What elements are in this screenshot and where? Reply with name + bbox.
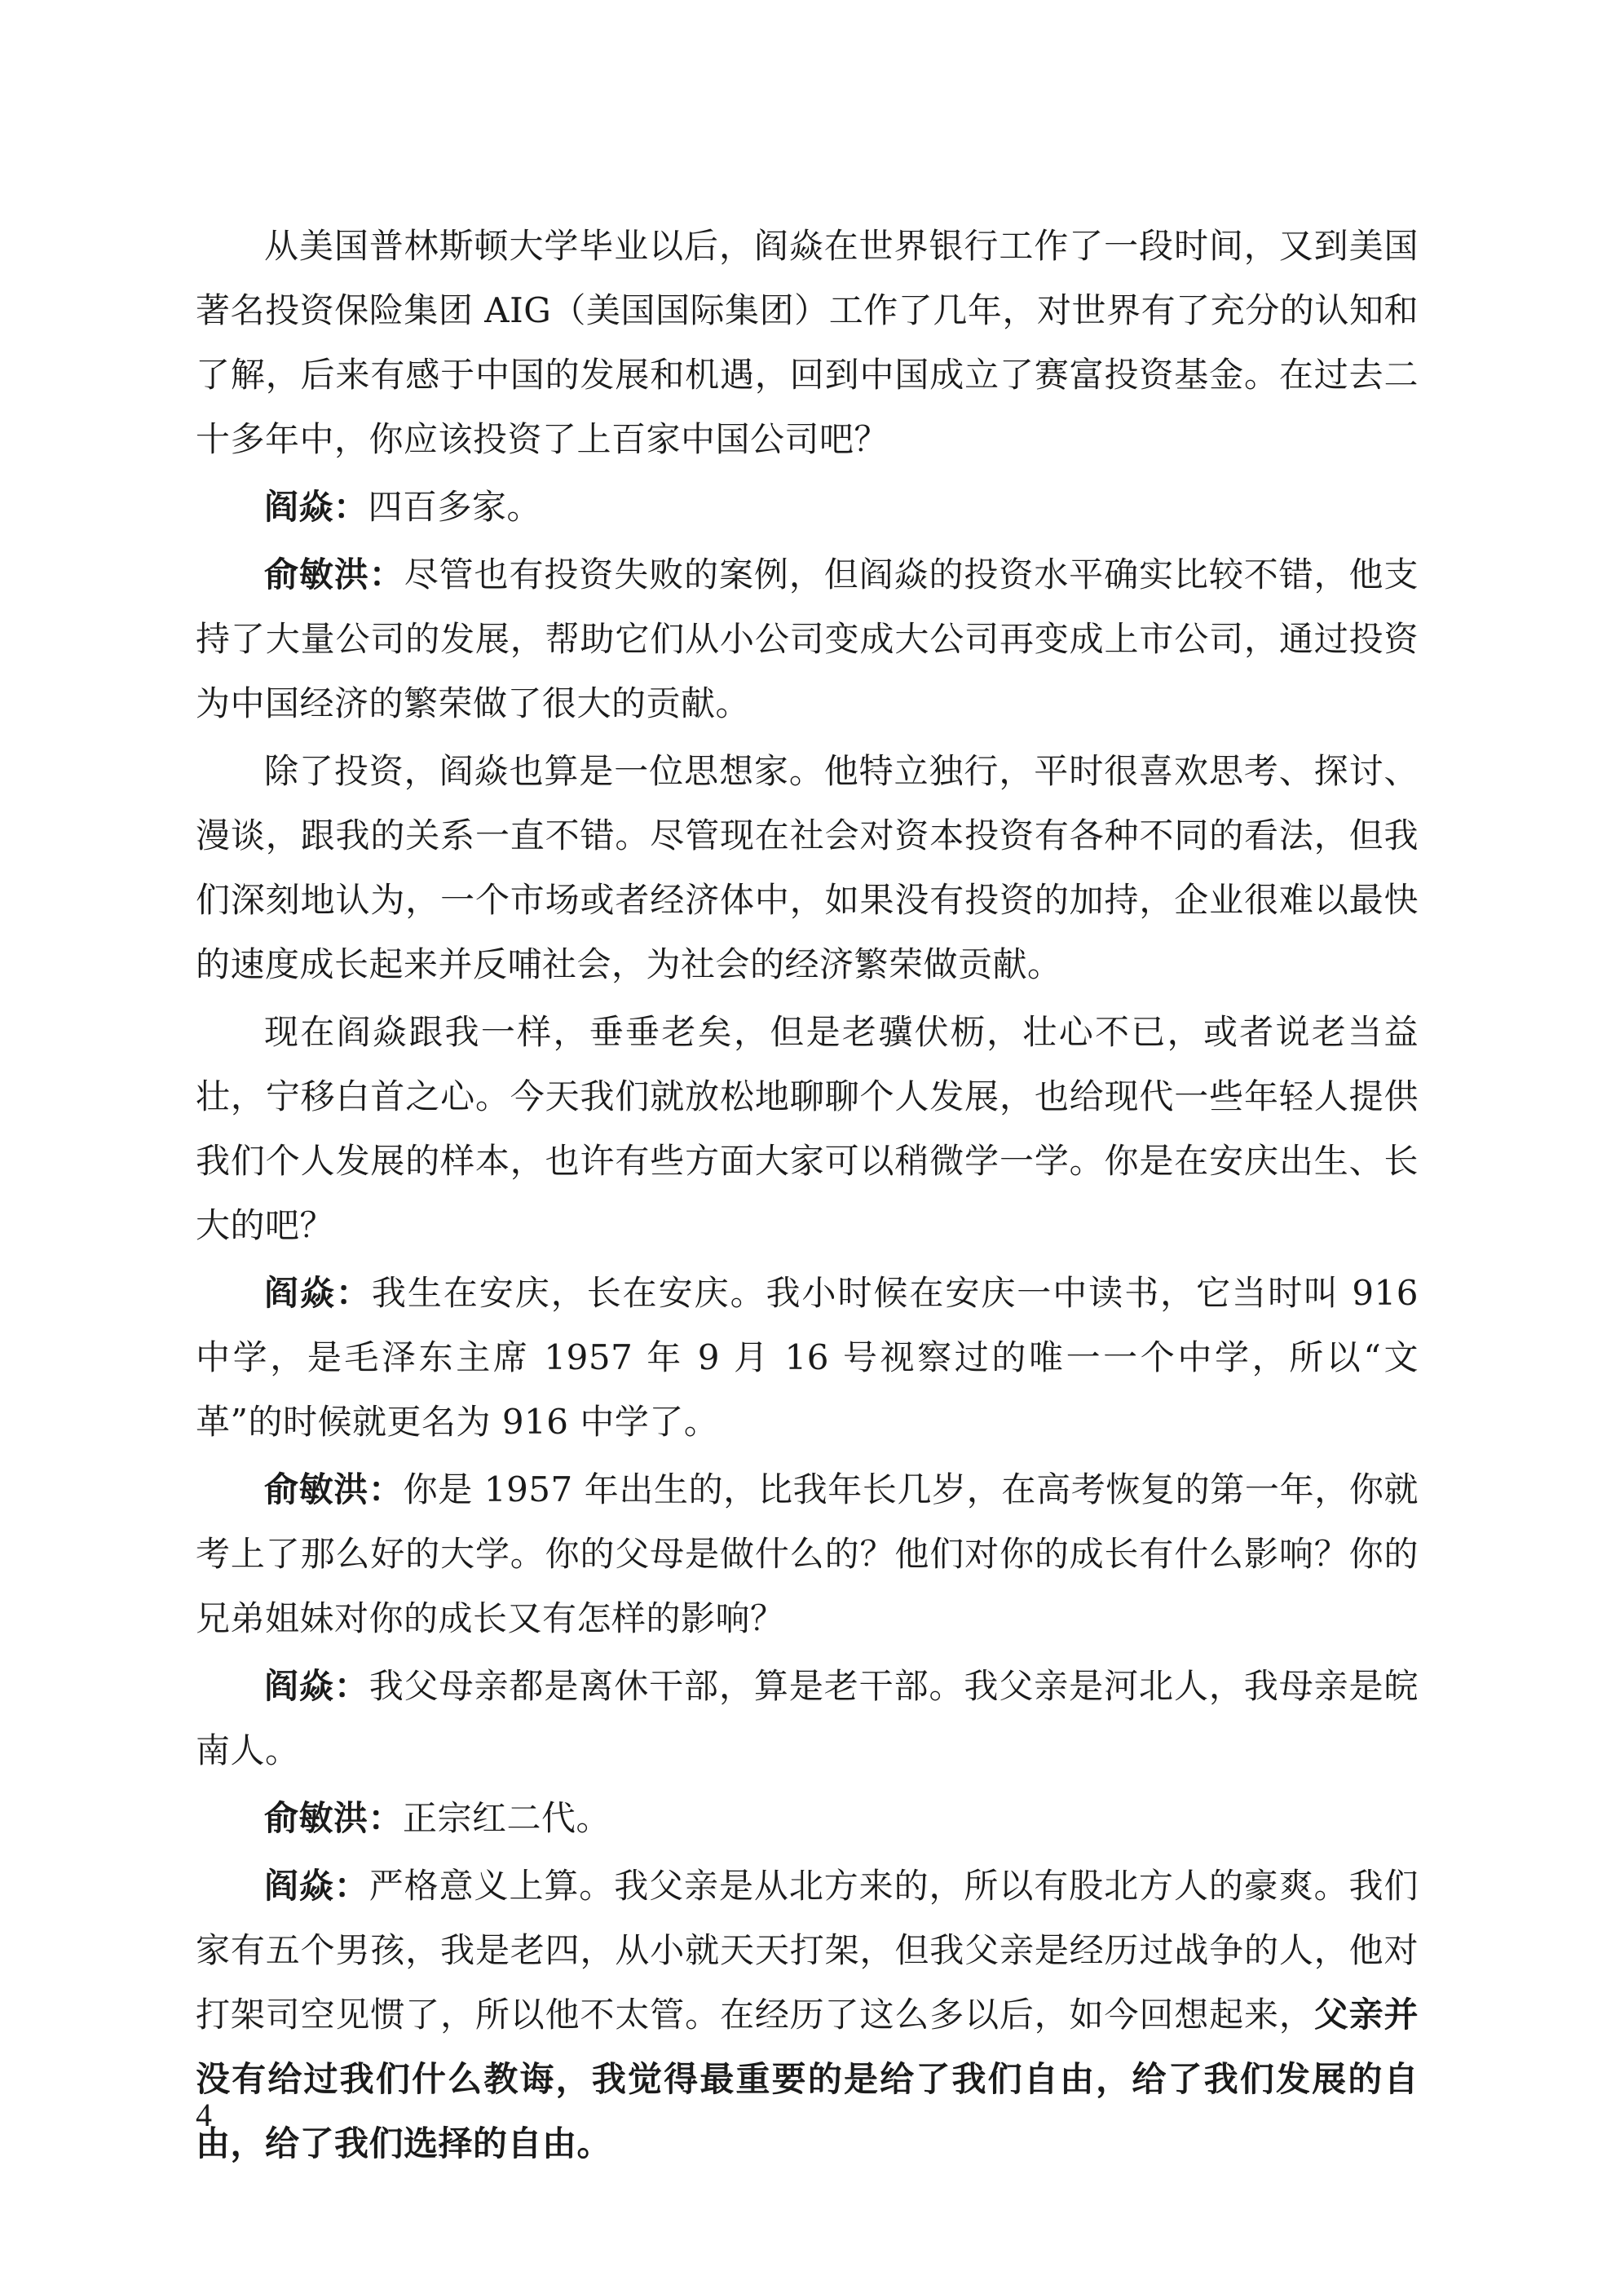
paragraph-text: 除了投资，阎焱也算是一位思想家。他特立独行，平时很喜欢思考、探讨、漫谈，跟我的关系一直不错。尽管现在社会对资本投资有各种不同的看法，但我们深刻地认为，一个市场或者经济体中，如果没有投资的加持，企业很难以最快的速度成长起来并反哺社会，为社会的经济繁荣做贡献。 bbox=[196, 751, 1419, 984]
paragraph-5 bbox=[196, 1000, 1419, 1257]
paragraph-2 bbox=[196, 475, 1419, 539]
paragraph-text: 正宗红二代。 bbox=[403, 1798, 611, 1838]
paragraph-text: 四百多家。 bbox=[368, 487, 542, 527]
paragraph-text: 从美国普林斯顿大学毕业以后，阎焱在世界银行工作了一段时间，又到美国著名投资保险集团 AIG（美国国际集团）工作了几年，对世界有了充分的认知和了解，后来有感于中国的发展和机遇，回到中国成立了赛富投资基金。在过去二十多年中，你应该投资了上百家中国公司吧？ bbox=[196, 226, 1419, 459]
paragraph-9 bbox=[196, 1786, 1419, 1850]
speaker-label: 俞敏洪： bbox=[264, 1798, 404, 1838]
paragraph-text: 现在阎焱跟我一样，垂垂老矣，但是老骥伏枥，壮心不已，或者说老当益壮，宁移白首之心。今天我们就放松地聊聊个人发展，也给现代一些年轻人提供我们个人发展的样本，也许有些方面大家可以稍微学一学。你是在安庆出生、长大的吧？ bbox=[196, 1012, 1419, 1245]
paragraph-1 bbox=[196, 214, 1419, 471]
paragraph-text: 严格意义上算。我父亲是从北方来的，所以有股北方人的豪爽。我们家有五个男孩，我是老四，从小就天天打架，但我父亲是经历过战争的人，他对打架司空见惯了，所以他不太管。在经历了这么多以后，如今回想起来， bbox=[196, 1866, 1419, 2035]
speaker-label: 俞敏洪： bbox=[264, 555, 404, 594]
speaker-label: 阎焱： bbox=[264, 487, 368, 527]
page-number: 4 bbox=[196, 2097, 212, 2133]
paragraph-8 bbox=[196, 1654, 1419, 1783]
paragraph-text: 你是 1957 年出生的，比我年长几岁，在高考恢复的第一年，你就考上了那么好的大学。你的父母是做什么的？他们对你的成长有什么影响？你的兄弟姐妹对你的成长又有怎样的影响？ bbox=[196, 1469, 1419, 1638]
paragraph-6 bbox=[196, 1261, 1419, 1454]
paragraph-10 bbox=[196, 1854, 1419, 2176]
paragraph-7 bbox=[196, 1457, 1419, 1650]
speaker-label: 阎焱： bbox=[264, 1866, 369, 1906]
paragraph-text: 我父母亲都是离休干部，算是老干部。我父亲是河北人，我母亲是皖南人。 bbox=[196, 1666, 1419, 1770]
paragraph-text: 尽管也有投资失败的案例，但阎焱的投资水平确实比较不错，他支持了大量公司的发展，帮助它们从小公司变成大公司再变成上市公司，通过投资为中国经济的繁荣做了很大的贡献。 bbox=[196, 555, 1419, 723]
paragraph-emphasis: 父亲并没有给过我们什么教诲，我觉得最重要的是给了我们自由，给了我们发展的自由，给了我们选择的自由。 bbox=[196, 1995, 1419, 2163]
speaker-label: 阎焱： bbox=[264, 1273, 372, 1313]
speaker-label: 阎焱： bbox=[264, 1666, 369, 1706]
book-page-body bbox=[196, 214, 1419, 2179]
paragraph-text: 我生在安庆，长在安庆。我小时候在安庆一中读书，它当时叫 916 中学，是毛泽东主席 1957 年 9 月 16 号视察过的唯一一个中学，所以“文革”的时候就更名为 916 中学了。 bbox=[196, 1273, 1419, 1442]
paragraph-4 bbox=[196, 739, 1419, 996]
paragraph-3 bbox=[196, 542, 1419, 736]
speaker-label: 俞敏洪： bbox=[264, 1469, 404, 1509]
